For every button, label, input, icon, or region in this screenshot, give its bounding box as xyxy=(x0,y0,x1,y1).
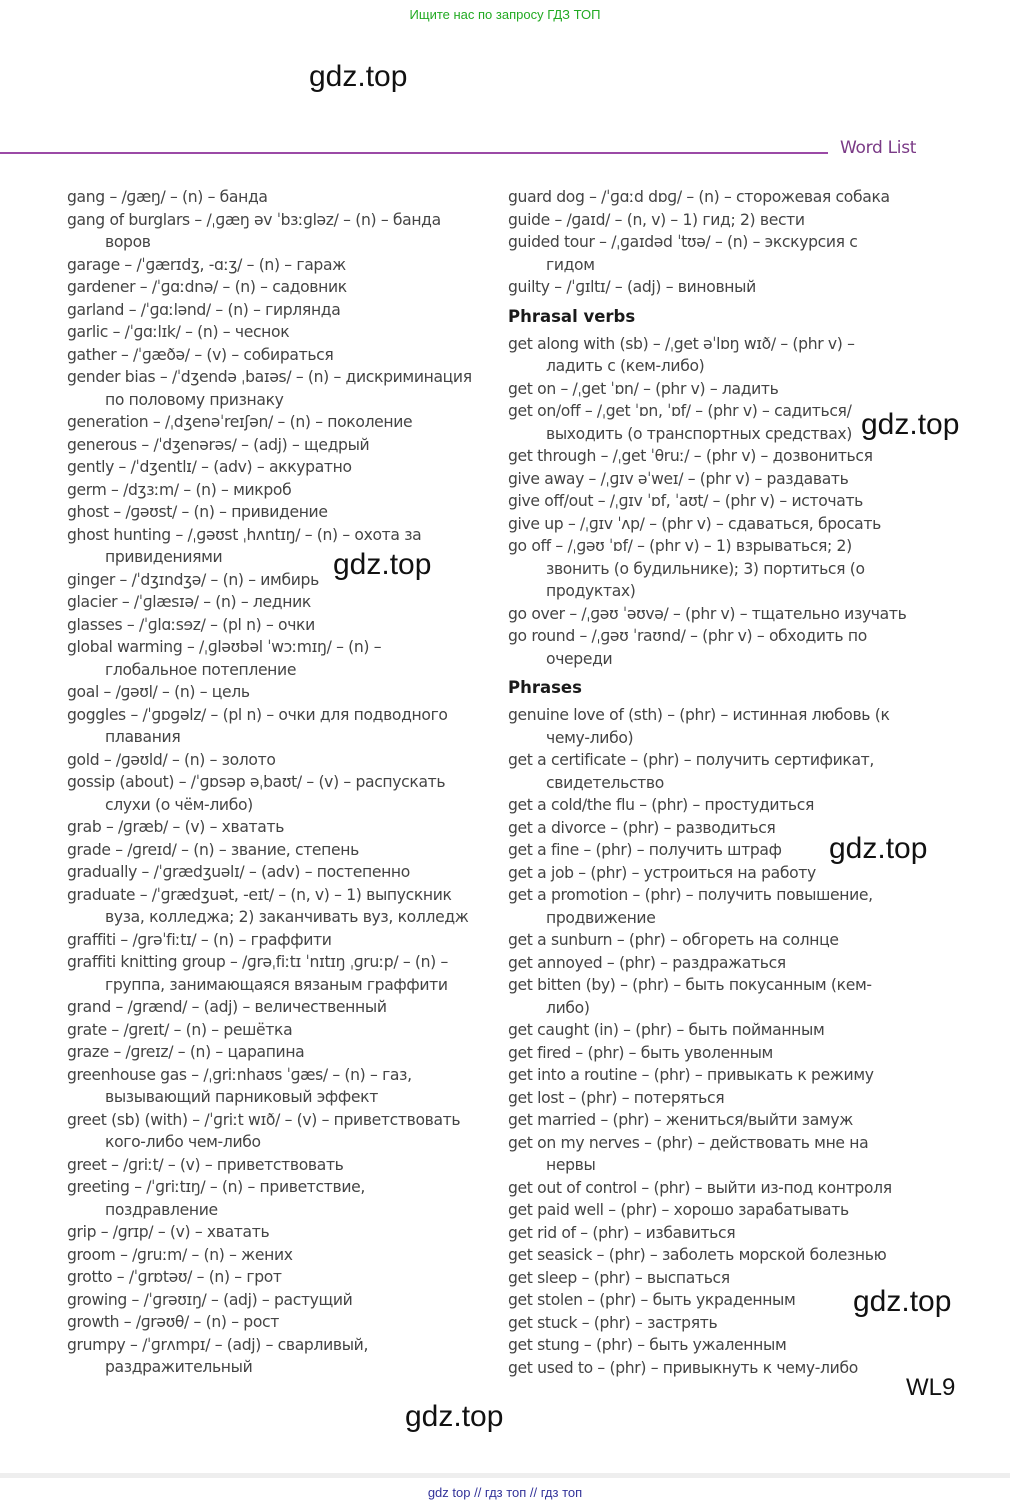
word-entry: gently – /ˈdʒentlɪ/ – (adv) – аккуратно xyxy=(67,458,352,476)
word-entry: get rid of – (phr) – избавиться xyxy=(508,1223,736,1242)
word-entry: get annoyed – (phr) – раздражаться xyxy=(508,953,786,972)
word-entry: get a promotion – (phr) – получить повышение, продвижение xyxy=(508,886,873,927)
word-entry: go round – /ˌɡəʊ ˈraʊnd/ – (phr v) – обходить по очереди xyxy=(508,627,867,668)
word-entry: get on – /ˌget ˈɒn/ – (phr v) – ладить xyxy=(508,379,779,398)
word-entry: grate – /ɡreɪt/ – (n) – решётка xyxy=(67,1020,293,1039)
word-entry: gang of burglars – /ˌɡæŋ əv ˈbɜːɡləz/ – (n) – банда воров xyxy=(67,210,441,251)
word-entry: get a fine – (phr) – получить штраф xyxy=(508,841,782,859)
word-entry: get a job – (phr) – устроиться на работу xyxy=(508,863,816,882)
word-entry: gardener – /ˈɡɑːdnə/ – (n) – садовник xyxy=(67,278,347,296)
word-entry: get seasick – (phr) – заболеть морской болезнью xyxy=(508,1246,887,1264)
word-entry: graffiti knitting group – /ɡrəˌfiːtɪ ˈnɪtɪŋ ˌɡruːp/ – (n) – группа, занимающаяся вязаным граффити xyxy=(67,953,448,994)
word-entry: get lost – (phr) – потеряться xyxy=(508,1088,725,1107)
word-entry: growth – /ɡrəʊθ/ – (n) – рост xyxy=(67,1313,279,1331)
word-entry: get a certificate – (phr) – получить сертификат, свидетельство xyxy=(508,751,875,792)
word-entry: guide – /ɡaɪd/ – (n, v) – 1) гид; 2) вести xyxy=(508,210,805,229)
word-entry: gender bias – /ˈdʒendə ˌbaɪəs/ – (n) – дискриминация по половому признаку xyxy=(67,368,472,409)
word-entry: get fired – (phr) – быть уволенным xyxy=(508,1043,773,1062)
header-rule xyxy=(0,152,828,154)
watermark: gdz.top xyxy=(861,408,960,441)
word-entry: greenhouse gas – /ˌɡriːnhaʊs ˈɡæs/ – (n) – газ, вызывающий парниковый эффект xyxy=(67,1065,412,1106)
word-entry: get along with (sb) – /ˌget əˈlɒŋ wɪð/ – (phr v) – ладить с (кем-либо) xyxy=(508,334,855,375)
word-entry: get caught (in) – (phr) – быть пойманным xyxy=(508,1021,825,1039)
word-entry: greet – /ɡriːt/ – (v) – приветствовать xyxy=(67,1155,344,1174)
word-entry: graze – /ɡreɪz/ – (n) – царапина xyxy=(67,1043,305,1061)
word-entry: grade – /ɡreɪd/ – (n) – звание, степень xyxy=(67,840,359,859)
section-heading-phrasal-verbs: Phrasal verbs xyxy=(508,306,636,326)
word-entry: grip – /ɡrɪp/ – (v) – хватать xyxy=(67,1223,270,1241)
watermark: gdz.top xyxy=(405,1400,504,1433)
word-entry: greeting – /ˈɡriːtɪŋ/ – (n) – приветствие, поздравление xyxy=(67,1178,365,1219)
word-entry: get bitten (by) – (phr) – быть покусанным (кем-либо) xyxy=(508,976,872,1017)
word-entry: grand – /ɡrænd/ – (adj) – величественный xyxy=(67,998,387,1016)
word-entry: get a cold/the flu – (phr) – простудиться xyxy=(508,796,815,814)
word-entry: glacier – /ˈɡlæsɪə/ – (n) – ледник xyxy=(67,593,311,611)
watermark: gdz.top xyxy=(829,832,928,865)
word-entry: gang – /ɡæŋ/ – (n) – банда xyxy=(67,188,268,206)
word-entry: gossip (about) – /ˈɡɒsəp əˌbaʊt/ – (v) – распускать слухи (о чём-либо) xyxy=(67,773,446,814)
word-entry: get used to – (phr) – привыкнуть к чему-либо xyxy=(508,1358,858,1377)
word-entry: get married – (phr) – жениться/выйти замуж xyxy=(508,1111,853,1129)
word-entry: gold – /ɡəʊld/ – (n) – золото xyxy=(67,750,276,769)
word-entry: groom – /ɡruːm/ – (n) – жених xyxy=(67,1245,293,1264)
word-entry: give off/out – /ˌɡɪv ˈɒf, ˈaʊt/ – (phr v) – источать xyxy=(508,492,864,510)
word-entry: goggles – /ˈɡɒɡəlz/ – (pl n) – очки для подводного плавания xyxy=(67,705,448,746)
word-entry: growing – /ˈɡrəʊɪŋ/ – (adj) – растущий xyxy=(67,1290,353,1309)
word-entry: gradually – /ˈɡrædʒuəlɪ/ – (adv) – постепенно xyxy=(67,863,410,881)
word-entry: goal – /ɡəʊl/ – (n) – цель xyxy=(67,683,250,701)
word-entry: get on my nerves – (phr) – действовать мне на нервы xyxy=(508,1133,869,1174)
left-column xyxy=(67,186,477,1379)
footer-links: gdz top // гдз топ // гдз топ xyxy=(427,1485,583,1500)
word-entry: guard dog – /ˈɡɑːd dɒɡ/ – (n) – сторожевая собака xyxy=(508,188,890,206)
section-heading-phrases: Phrases xyxy=(508,678,582,697)
word-entry: get sleep – (phr) – выспаться xyxy=(508,1268,730,1287)
page-number: WL9 xyxy=(906,1374,956,1401)
watermark: gdz.top xyxy=(333,548,432,581)
word-entry: grotto – /ˈɡrɒtəʊ/ – (n) – грот xyxy=(67,1268,282,1286)
word-entry: get stuck – (phr) – застрять xyxy=(508,1313,718,1332)
top-banner: Ищите нас по запросу ГДЗ ТОП xyxy=(409,7,601,22)
word-entry: ghost – /ɡəʊst/ – (n) – привидение xyxy=(67,503,328,521)
word-entry: guided tour – /ˌɡaɪdəd ˈtʊə/ – (n) – экскурсия с гидом xyxy=(508,233,858,274)
word-entry: greet (sb) (with) – /ˈɡriːt wɪð/ – (v) – приветствовать кого-либо чем-либо xyxy=(67,1110,461,1151)
word-entry: give away – /ˌɡɪv əˈweɪ/ – (phr v) – раздавать xyxy=(508,469,849,488)
watermark: gdz.top xyxy=(309,60,408,93)
word-entry: give up – /ˌɡɪv ˈʌp/ – (phr v) – сдаваться, бросать xyxy=(508,514,881,533)
word-entry: graduate – /ˈɡrædʒuət, -eɪt/ – (n, v) – 1) выпускник вуза, колледжа; 2) заканчивать вуз, колледж xyxy=(67,885,469,926)
word-entry: gather – /ˈɡæðə/ – (v) – собираться xyxy=(67,345,334,364)
word-entry: generation – /ˌdʒenəˈreɪʃən/ – (n) – поколение xyxy=(67,413,413,431)
word-entry: guilty – /ˈɡɪltɪ/ – (adj) – виновный xyxy=(508,278,756,296)
page-title: Word List xyxy=(840,138,917,158)
word-entry: get stolen – (phr) – быть украденным xyxy=(508,1291,796,1309)
word-entry: garlic – /ˈɡɑːlɪk/ – (n) – чеснок xyxy=(67,323,290,341)
word-entry: get through – /ˌget ˈθruː/ – (phr v) – дозвониться xyxy=(508,447,873,465)
footer-bar xyxy=(0,1473,1010,1478)
watermark: gdz.top xyxy=(853,1285,952,1318)
word-entry: ginger – /ˈdʒɪndʒə/ – (n) – имбирь xyxy=(67,570,319,589)
word-entry: grumpy – /ˈɡrʌmpɪ/ – (adj) – сварливый, раздражительный xyxy=(67,1335,369,1376)
word-entry: get out of control – (phr) – выйти из-под контроля xyxy=(508,1178,892,1197)
word-entry: go over – /ˌɡəʊ ˈəʊvə/ – (phr v) – тщательно изучать xyxy=(508,604,907,623)
word-entry: graffiti – /ɡrəˈfiːtɪ/ – (n) – граффити xyxy=(67,930,332,949)
right-column xyxy=(508,186,908,1379)
word-entry: generous – /ˈdʒenərəs/ – (adj) – щедрый xyxy=(67,435,370,454)
word-entry: ghost hunting – /ˌɡəʊst ˌhʌntɪŋ/ – (n) – охота за привидениями xyxy=(67,525,422,566)
word-entry: get into a routine – (phr) – привыкать к режиму xyxy=(508,1066,874,1084)
word-entry: grab – /ɡræb/ – (v) – хватать xyxy=(67,818,285,836)
word-entry: germ – /dʒɜːm/ – (n) – микроб xyxy=(67,480,292,499)
word-entry: get a divorce – (phr) – разводиться xyxy=(508,818,776,837)
word-entry: get stung – (phr) – быть ужаленным xyxy=(508,1336,787,1354)
word-entry: glasses – /ˈɡlɑːsɘz/ – (pl n) – очки xyxy=(67,615,315,634)
word-entry: get on/off – /ˌget ˈɒn, ˈɒf/ – (phr v) – садиться/выходить (о транспортных средствах) xyxy=(508,402,853,443)
word-entry: garage – /ˈɡærɪdʒ, -ɑːʒ/ – (n) – гараж xyxy=(67,255,346,274)
word-entry: go off – /ˌɡəʊ ˈɒf/ – (phr v) – 1) взрываться; 2) звонить (о будильнике); 3) портиться (о продуктах) xyxy=(508,537,865,600)
word-entry: genuine love of (sth) – (phr) – истинная любовь (к чему-либо) xyxy=(508,706,890,747)
word-entry: get paid well – (phr) – хорошо зарабатывать xyxy=(508,1201,849,1219)
word-entry: garland – /ˈɡɑːlənd/ – (n) – гирлянда xyxy=(67,300,341,319)
word-entry: global warming – /ˌɡləʊbəl ˈwɔːmɪŋ/ – (n) – глобальное потепление xyxy=(67,638,382,679)
word-entry: get a sunburn – (phr) – обгореть на солнце xyxy=(508,931,839,949)
